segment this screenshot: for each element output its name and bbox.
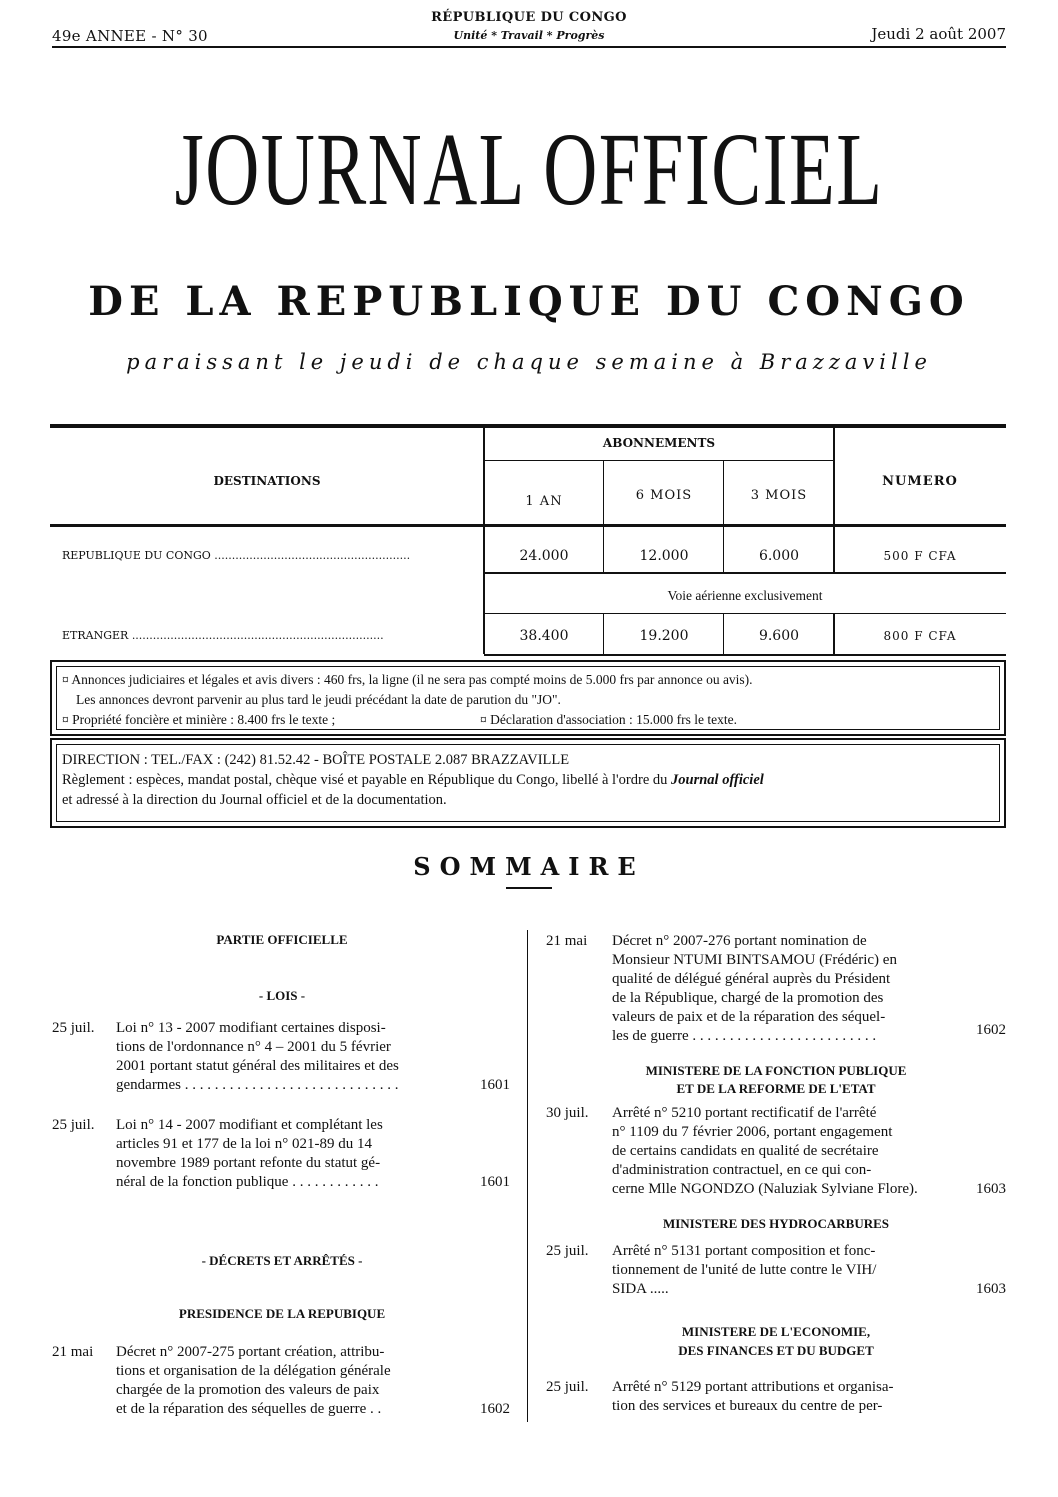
section-economie: MINISTERE DE L'ECONOMIE, [681, 1324, 871, 1339]
notice-line: ¤ Déclaration d'association : 15.000 frs le texte. [480, 712, 737, 727]
entry-date: 25 juil. [546, 1243, 589, 1259]
direction-contact: DIRECTION : TEL./FAX : (242) 81.52.42 - BOÎTE POSTALE 2.087 BRAZZAVILLE [62, 752, 570, 768]
entry-text [612, 1378, 893, 1416]
toc-entry [52, 1343, 510, 1423]
payment-terms [62, 772, 764, 789]
toc-entry [546, 1378, 1006, 1420]
entry-date: 30 juil. [546, 1105, 589, 1121]
price-cell: 24.000 [519, 548, 569, 564]
section-partie-officielle: PARTIE OFFICIELLE [216, 932, 348, 947]
journal-name-emphasis: Journal officiel [671, 772, 764, 788]
entry-line: Monsieur NTUMI BINTSAMOU (Frédéric) en [612, 952, 897, 968]
entry-line: gendarmes . . . . . . . . . . . . . . . . . . . . . . . . . . . . . [116, 1077, 399, 1093]
section-economie-2: DES FINANCES ET DU BUDGET [678, 1343, 874, 1358]
entry-line: néral de la fonction publique . . . . . . . . . . . . [116, 1174, 379, 1190]
numero-price: 500 F CFA [883, 549, 957, 563]
section-presidence: PRESIDENCE DE LA REPUBIQUE [178, 1306, 386, 1321]
entry-date: 21 mai [546, 933, 588, 949]
period-1an: 1 AN [525, 494, 563, 509]
toc-entry [546, 1104, 1006, 1202]
sommaire-rule [506, 887, 552, 889]
notice-line: ¤ Propriété foncière et minière : 8.400 frs le texte ; [62, 712, 336, 727]
entry-date: 25 juil. [546, 1379, 589, 1395]
entry-date: 25 juil. [52, 1117, 95, 1133]
section-decrets-arretes: - DÉCRETS ET ARRÊTÉS - [201, 1253, 363, 1268]
entry-line: Arrêté n° 5210 portant rectificatif de l'arrêté [612, 1105, 877, 1121]
toc-entry [546, 1242, 1006, 1302]
national-motto: Unité * Travail * Progrès [453, 29, 605, 42]
entry-text [116, 1116, 383, 1192]
sommaire-title: SOMMAIRE [413, 852, 645, 881]
notice-line: ¤ Annonces judiciaires et légales et avis divers : 460 frs, la ligne (il ne sera pas compté moins de 5.000 frs par annonce ou avis). [62, 672, 753, 687]
payment-terms-text: Règlement : espèces, mandat postal, chèque visé et payable en République du Congo, libellé à l'ordre du [62, 772, 672, 788]
entry-line: Arrêté n° 5129 portant attributions et organisa- [612, 1379, 894, 1395]
journal-tagline: paraissant le jeudi de chaque semaine à Brazzaville [126, 350, 932, 374]
direction-box [50, 738, 1006, 828]
table-rule [484, 572, 1006, 574]
entry-text [116, 1343, 391, 1419]
table-rule [50, 524, 1006, 527]
entry-line: cerne Mlle NGONDZO (Naluziak Sylviane Flore). [612, 1181, 918, 1197]
notice-line: Les annonces devront parvenir au plus tard le jeudi précédant la date de parution du "JO". [76, 692, 561, 707]
section-fonction-publique: MINISTERE DE LA FONCTION PUBLIQUE [645, 1063, 907, 1078]
subscription-table [50, 424, 1006, 656]
period-6mois: 6 MOIS [635, 488, 693, 503]
entry-line: tion des services et bureaux du centre de per- [612, 1398, 883, 1414]
entry-line: Loi n° 14 - 2007 modifiant et complétant les [116, 1117, 383, 1133]
destination-etranger: ETRANGER ........................................................................ [62, 629, 384, 642]
journal-title: JOURNAL OFFICIEL [174, 112, 884, 227]
toc-entry [52, 1116, 510, 1196]
entry-line: et de la réparation des séquelles de guerre . . [116, 1401, 382, 1417]
section-lois: - LOIS - [258, 988, 306, 1003]
price-cell: 19.200 [639, 628, 689, 644]
price-cell: 12.000 [639, 548, 689, 564]
destinations-header: DESTINATIONS [213, 474, 321, 488]
numero-price: 800 F CFA [883, 629, 957, 643]
issue-date: Jeudi 2 août 2007 [871, 25, 1006, 43]
entry-page: 1602 [976, 1022, 1006, 1038]
column-separator [527, 930, 528, 1422]
entry-page: 1602 [480, 1401, 510, 1417]
entry-page: 1601 [480, 1174, 510, 1190]
table-rule [484, 613, 1006, 614]
abonnements-header: ABONNEMENTS [602, 436, 716, 450]
entry-line: tionnement de l'unité de lutte contre le VIH/ [612, 1262, 877, 1278]
period-3mois: 3 MOIS [750, 488, 808, 503]
entry-line: SIDA ..... [612, 1281, 669, 1297]
table-top-rule [50, 424, 1006, 428]
entry-text [612, 1242, 876, 1299]
payment-address: et adressé à la direction du Journal officiel et de la documentation. [62, 792, 447, 808]
entry-line: d'administration contractuel, en ce qui con- [612, 1162, 872, 1178]
toc-entry [546, 932, 1006, 1050]
entry-line: Loi n° 13 - 2007 modifiant certaines disposi- [116, 1020, 386, 1036]
entry-date: 21 mai [52, 1344, 94, 1360]
price-cell: 38.400 [519, 628, 569, 644]
entry-line: les de guerre . . . . . . . . . . . . . . . . . . . . . . . . . [612, 1028, 877, 1044]
journal-subtitle: DE LA REPUBLIQUE DU CONGO [88, 278, 970, 325]
entry-text [116, 1019, 399, 1095]
announcement-rates-box [50, 660, 1006, 736]
price-cell: 6.000 [758, 548, 800, 564]
entry-line: novembre 1989 portant refonte du statut gé- [116, 1155, 381, 1171]
entry-line: chargée de la promotion des valeurs de paix [116, 1382, 380, 1398]
entry-line: valeurs de paix et de la réparation des séquel- [612, 1009, 886, 1025]
entry-line: de la République, chargé de la promotion des [612, 990, 884, 1006]
destination-congo: REPUBLIQUE DU CONGO ........................................................ [62, 549, 411, 562]
entry-line: qualité de délégué général auprès du Président [612, 971, 891, 987]
entry-line: Décret n° 2007-276 portant nomination de [612, 933, 867, 949]
toc-entry [52, 1019, 510, 1099]
table-divider [483, 428, 485, 654]
entry-line: tions et organisation de la délégation générale [116, 1363, 391, 1379]
air-mail-note: Voie aérienne exclusivement [667, 588, 823, 603]
issue-number: 49e ANNEE - N° 30 [52, 27, 208, 45]
entry-text [612, 1104, 918, 1199]
numero-header: NUMERO [882, 474, 958, 489]
entry-line: 2001 portant statut général des militaires et des [116, 1058, 399, 1074]
table-rule [484, 654, 1006, 656]
entry-page: 1601 [480, 1077, 510, 1093]
republic-name: RÉPUBLIQUE DU CONGO [431, 10, 627, 25]
entry-text [612, 932, 897, 1046]
entry-page: 1603 [976, 1181, 1006, 1197]
entry-page: 1603 [976, 1281, 1006, 1297]
price-cell: 9.600 [758, 628, 800, 644]
table-rule [484, 460, 834, 461]
entry-line: de certains candidats en qualité de secrétaire [612, 1143, 879, 1159]
section-hydrocarbures: MINISTERE DES HYDROCARBURES [662, 1216, 890, 1231]
entry-line: articles 91 et 177 de la loi n° 021-89 du 14 [116, 1136, 372, 1152]
entry-line: tions de l'ordonnance n° 4 – 2001 du 5 février [116, 1039, 391, 1055]
entry-date: 25 juil. [52, 1020, 95, 1036]
header-rule [52, 46, 1006, 48]
entry-line: Arrêté n° 5131 portant composition et fonc- [612, 1243, 876, 1259]
entry-line: n° 1109 du 7 février 2006, portant engagement [612, 1124, 893, 1140]
section-fonction-publique-2: ET DE LA REFORME DE L'ETAT [676, 1081, 876, 1096]
entry-line: Décret n° 2007-275 portant création, attribu- [116, 1344, 385, 1360]
